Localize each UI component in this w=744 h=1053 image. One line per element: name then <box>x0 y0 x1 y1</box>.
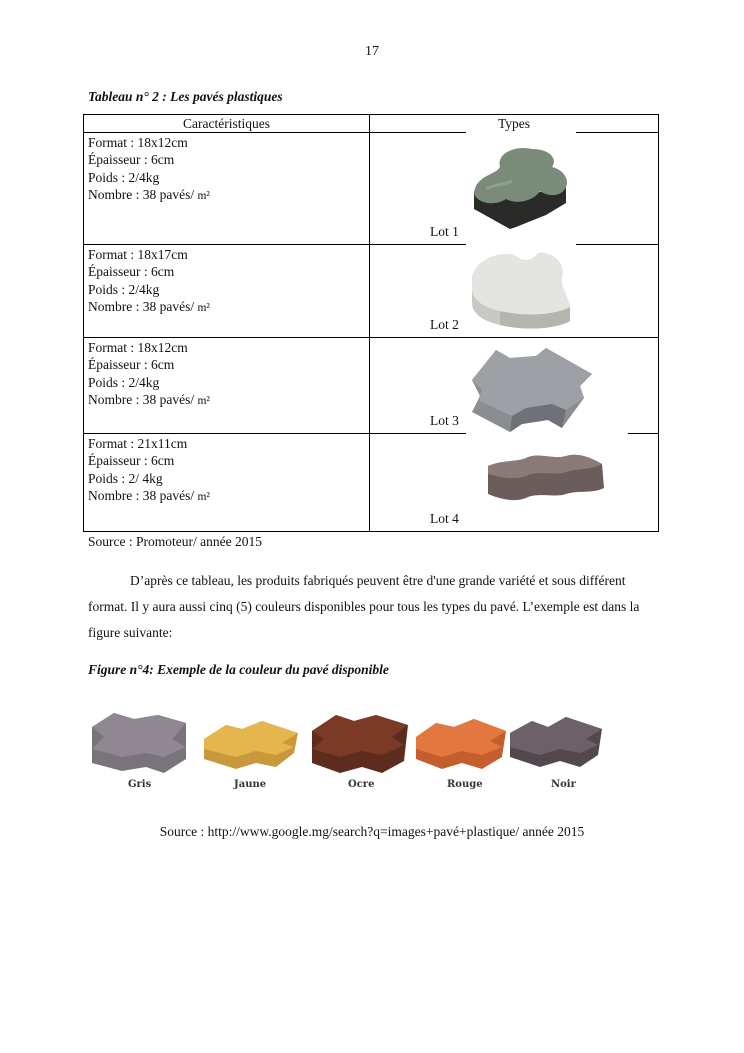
table-row <box>84 245 659 338</box>
header-types: Types <box>370 115 659 133</box>
paver-lot4-image <box>466 438 626 528</box>
lot-label: Lot 4 <box>430 511 459 526</box>
spec-poids: Poids : 2/4kg <box>88 374 160 390</box>
table-row <box>84 338 659 434</box>
spec-epaisseur: Épaisseur : 6cm <box>88 453 175 469</box>
spec-epaisseur: Épaisseur : 6cm <box>88 264 175 280</box>
spec-nombre: Nombre : 38 pavés/ m² <box>88 299 210 315</box>
table-header-row <box>84 115 659 133</box>
body-paragraph: D’après ce tableau, les produits fabriqués peuvent être d'une grande variété et sous différent format. Il y aura aussi cinq (5) couleurs disponibles pour tous les types du pavé. L’exemple est dans la figure suivante: <box>88 573 640 640</box>
lot-label: Lot 2 <box>430 317 459 332</box>
paver-noir <box>510 717 602 767</box>
paver-rouge <box>416 719 506 769</box>
color-label-ocre: Ocre <box>348 779 375 790</box>
spec-format: Format : 18x17cm <box>88 247 188 262</box>
color-label-gris: Gris <box>128 779 152 790</box>
table-row <box>84 434 659 532</box>
color-label-rouge: Rouge <box>447 779 483 790</box>
paver-lot2-image <box>466 243 576 337</box>
specs-cell <box>84 434 370 532</box>
table-source: Source : Promoteur/ année 2015 <box>88 534 262 549</box>
spec-nombre: Nombre : 38 pavés/ m² <box>88 392 210 408</box>
color-pavers-image <box>86 697 608 801</box>
paver-jaune <box>204 721 298 769</box>
specs-cell <box>84 245 370 338</box>
paves-table <box>83 114 659 532</box>
type-cell <box>370 338 659 434</box>
lot-label: Lot 3 <box>430 413 459 428</box>
color-label-noir: Noir <box>551 779 576 790</box>
table-caption: Tableau n° 2 : Les pavés plastiques <box>88 89 283 104</box>
lot-label: Lot 1 <box>430 224 459 239</box>
spec-poids: Poids : 2/4kg <box>88 169 160 185</box>
spec-nombre: Nombre : 38 pavés/ m² <box>88 187 210 203</box>
spec-format: Format : 18x12cm <box>88 135 188 150</box>
spec-epaisseur: Épaisseur : 6cm <box>88 357 175 373</box>
specs-cell <box>84 338 370 434</box>
paver-gris <box>92 713 186 773</box>
paver-lot3-image <box>466 340 628 436</box>
spec-poids: Poids : 2/4kg <box>88 281 160 297</box>
spec-format: Format : 18x12cm <box>88 340 188 355</box>
type-cell <box>370 133 659 245</box>
color-label-jaune: Jaune <box>234 779 267 790</box>
spec-format: Format : 21x11cm <box>88 436 188 451</box>
paver-lot1-image <box>466 131 576 245</box>
type-cell <box>370 245 659 338</box>
spec-poids: Poids : 2/ 4kg <box>88 470 163 486</box>
table-row <box>84 133 659 245</box>
figure-source: Source : http://www.google.mg/search?q=images+pavé+plastique/ année 2015 <box>159 824 585 839</box>
header-caracteristiques: Caractéristiques <box>84 115 370 133</box>
page-number: 17 <box>365 44 379 59</box>
spec-nombre: Nombre : 38 pavés/ m² <box>88 488 210 504</box>
type-cell <box>370 434 659 532</box>
color-examples-figure <box>86 697 608 801</box>
figure-caption: Figure n°4: Exemple de la couleur du pavé disponible <box>88 662 389 677</box>
paver-ocre <box>312 715 408 773</box>
spec-epaisseur: Épaisseur : 6cm <box>88 152 175 168</box>
specs-cell <box>84 133 370 245</box>
